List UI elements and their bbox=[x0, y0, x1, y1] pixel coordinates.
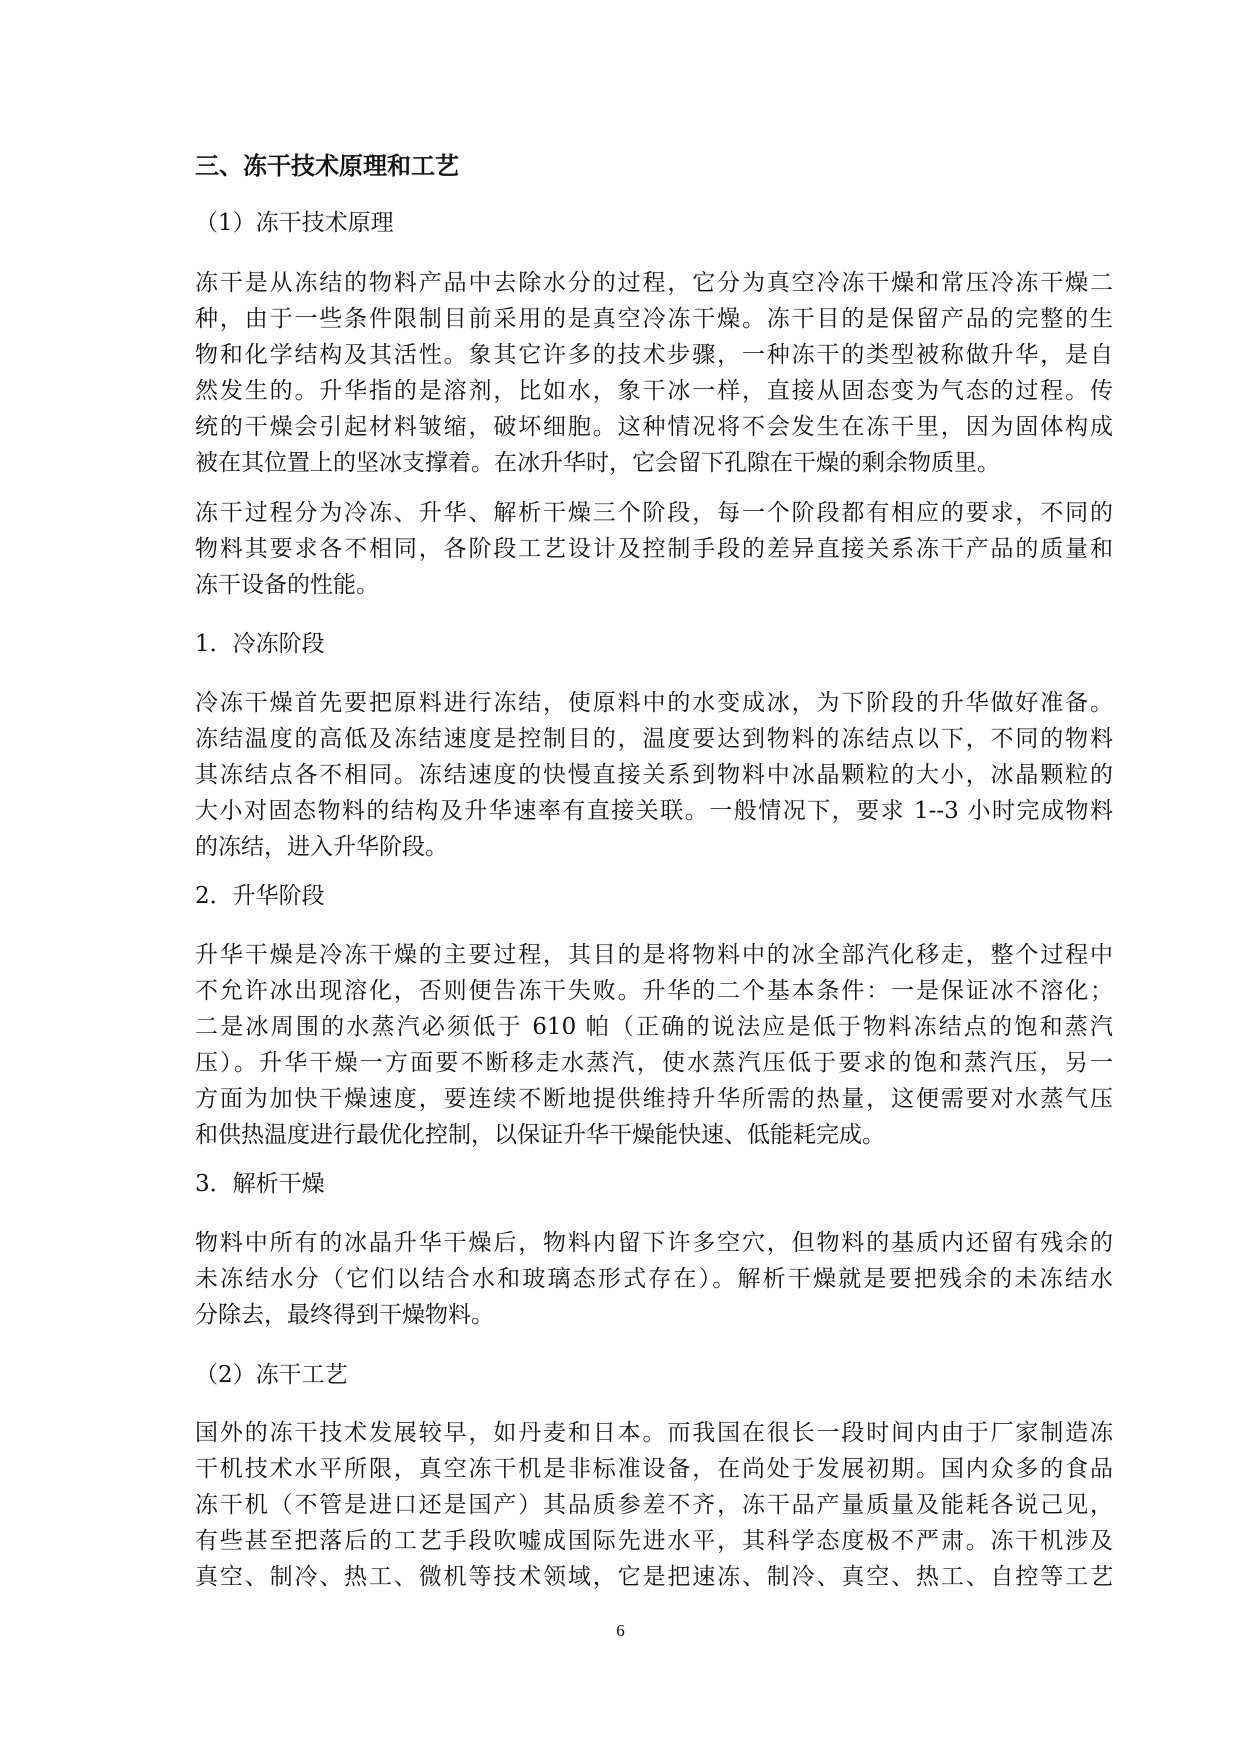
text-line: 冷冻干燥首先要把原料进行冻结，使原料中的水变成冰，为下阶段的升华做好准备。 bbox=[195, 690, 1113, 716]
subsection-title-process: （2）冻干工艺 bbox=[195, 1362, 348, 1388]
text-line: 未冻结水分（它们以结合水和玻璃态形式存在）。解析干燥就是要把残余的未冻结水 bbox=[195, 1266, 1113, 1292]
text-line: 其冻结点各不相同。冻结速度的快慢直接关系到物料中冰晶颗粒的大小，冰晶颗粒的 bbox=[195, 762, 1113, 788]
text-line: 国外的冻干技术发展较早，如丹麦和日本。而我国在很长一段时间内由于厂家制造冻 bbox=[195, 1420, 1113, 1446]
text-line: 然发生的。升华指的是溶剂，比如水，象干冰一样，直接从固态变为气态的过程。传 bbox=[195, 378, 1113, 404]
stage-title-sublimation: 2．升华阶段 bbox=[195, 883, 325, 909]
text-line: 干机技术水平所限，真空冻干机是非标准设备，在尚处于发展初期。国内众多的食品 bbox=[195, 1456, 1113, 1482]
text-line: 压）。升华干燥一方面要不断移走水蒸汽，使水蒸汽压低于要求的饱和蒸汽压，另一 bbox=[195, 1050, 1113, 1076]
subsection-title-principle: （1）冻干技术原理 bbox=[195, 210, 394, 236]
text-line: 物料其要求各不相同，各阶段工艺设计及控制手段的差异直接关系冻干产品的质量和 bbox=[195, 536, 1113, 562]
paragraph-desorption-stage bbox=[195, 1225, 1113, 1333]
text-line: 的冻结，进入升华阶段。 bbox=[195, 834, 448, 860]
text-line: 方面为加快干燥速度，要连续不断地提供维持升华所需的热量，这便需要对水蒸气压 bbox=[195, 1086, 1113, 1112]
text-line: 被在其位置上的坚冰支撑着。在冰升华时，它会留下孔隙在干燥的剩余物质里。 bbox=[195, 450, 1000, 476]
text-line: 统的干燥会引起材料皱缩，破坏细胞。这种情况将不会发生在冻干里，因为固体构成 bbox=[195, 414, 1113, 440]
text-line: 分除去，最终得到干燥物料。 bbox=[195, 1302, 494, 1328]
paragraph-principle-intro bbox=[195, 265, 1113, 481]
text-line: 升华干燥是冷冻干燥的主要过程，其目的是将物料中的冰全部汽化移走，整个过程中 bbox=[195, 942, 1113, 968]
text-line: 冻干机（不管是进口还是国产）其品质参差不齐，冻干品产量质量及能耗各说己见， bbox=[195, 1492, 1113, 1518]
text-line: 有些甚至把落后的工艺手段吹嘘成国际先进水平，其科学态度极不严肃。冻干机涉及 bbox=[195, 1528, 1113, 1554]
text-line: 物料中所有的冰晶升华干燥后，物料内留下许多空穴，但物料的基质内还留有残余的 bbox=[195, 1230, 1113, 1256]
stage-title-desorption-drying: 3．解析干燥 bbox=[195, 1171, 325, 1197]
text-line: 冻干过程分为冷冻、升华、解析干燥三个阶段，每一个阶段都有相应的要求，不同的 bbox=[195, 500, 1113, 526]
page-number: 6 bbox=[616, 1621, 625, 1640]
section-heading: 三、冻干技术原理和工艺 bbox=[195, 151, 459, 180]
text-line: 冻干设备的性能。 bbox=[195, 572, 379, 598]
text-line: 种，由于一些条件限制目前采用的是真空冷冻干燥。冻干目的是保留产品的完整的生 bbox=[195, 306, 1113, 332]
text-line: 真空、制冷、热工、微机等技术领域，它是把速冻、制冷、真空、热工、自控等工艺 bbox=[195, 1564, 1113, 1590]
text-line: 不允许冰出现溶化，否则便告冻干失败。升华的二个基本条件：一是保证冰不溶化； bbox=[195, 978, 1113, 1004]
text-line: 冻干是从冻结的物料产品中去除水分的过程，它分为真空冷冻干燥和常压冷冻干燥二 bbox=[195, 270, 1113, 296]
stage-title-freezing: 1．冷冻阶段 bbox=[195, 631, 325, 657]
text-line: 和供热温度进行最优化控制，以保证升华干燥能快速、低能耗完成。 bbox=[195, 1122, 885, 1148]
paragraph-freezing-stage bbox=[195, 685, 1113, 865]
text-line: 冻结温度的高低及冻结速度是控制目的，温度要达到物料的冻结点以下，不同的物料 bbox=[195, 726, 1113, 752]
paragraph-process-stages bbox=[195, 495, 1113, 603]
text-line: 二是冰周围的水蒸汽必须低于 610 帕（正确的说法应是低于物料冻结点的饱和蒸汽 bbox=[195, 1014, 1113, 1040]
text-line: 物和化学结构及其活性。象其它许多的技术步骤，一种冻干的类型被称做升华，是自 bbox=[195, 342, 1113, 368]
text-line: 大小对固态物料的结构及升华速率有直接关联。一般情况下，要求 1--3 小时完成物料 bbox=[195, 798, 1113, 824]
paragraph-sublimation-stage bbox=[195, 937, 1113, 1153]
paragraph-process-overview bbox=[195, 1415, 1113, 1595]
